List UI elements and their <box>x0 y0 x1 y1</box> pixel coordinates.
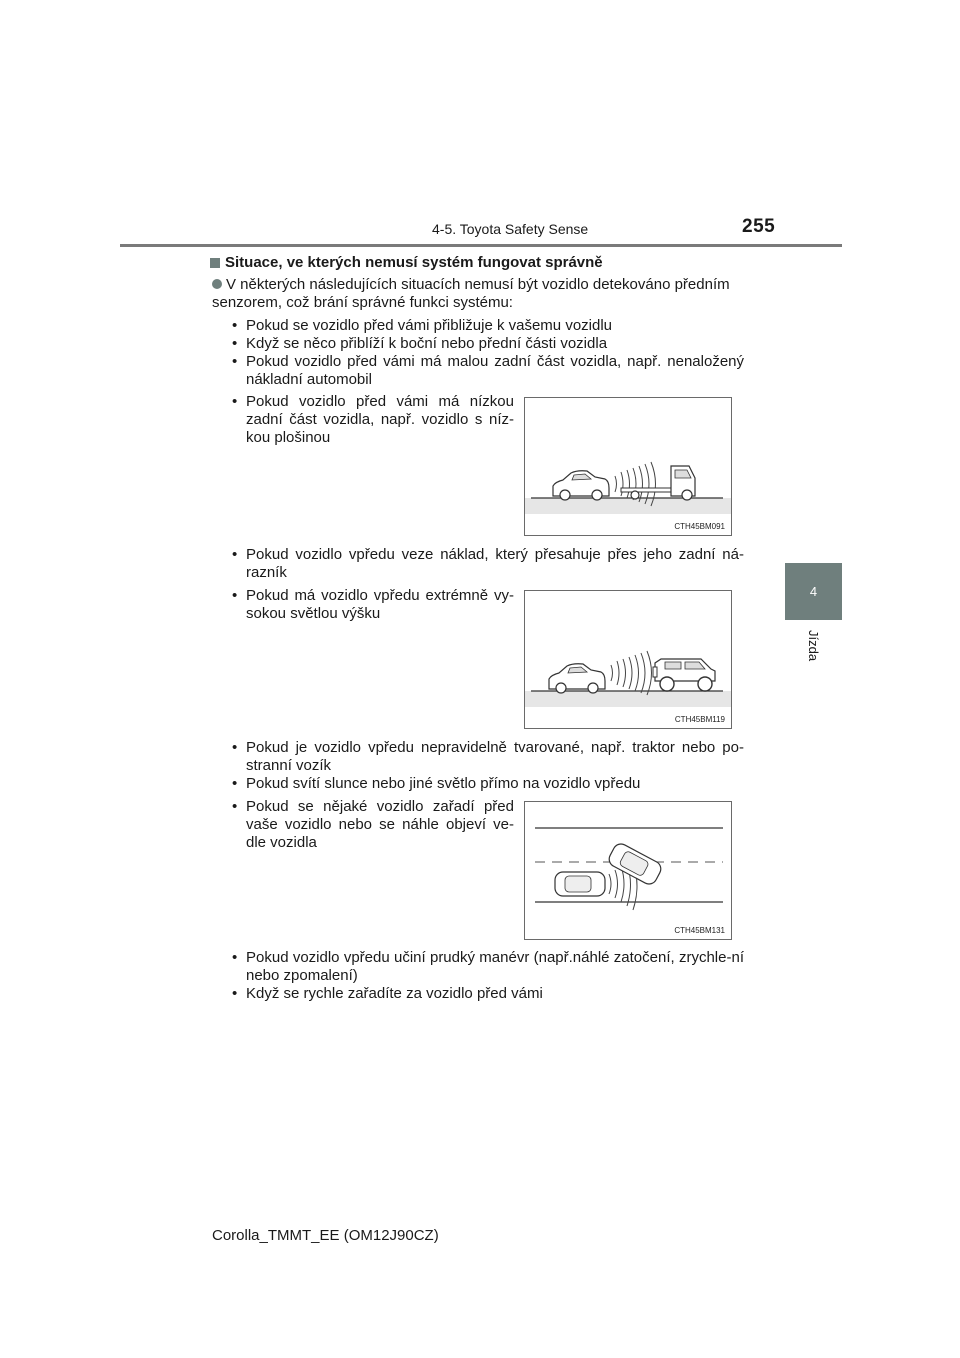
bullet-glyph: • <box>232 985 238 1002</box>
list-item-text: Pokud vozidlo vpředu učiní prudký manévr (např.náhlé zatočení, zrychle-ní nebo zpomalení) <box>246 949 744 984</box>
bullet-glyph: • <box>232 775 238 792</box>
section-heading <box>210 254 603 271</box>
bullet-glyph: • <box>232 353 238 370</box>
list-item <box>232 775 744 793</box>
list-item <box>232 546 744 582</box>
list-item <box>232 949 744 985</box>
figure-code: CTH45BM119 <box>674 715 725 724</box>
bullet-glyph: • <box>232 739 238 756</box>
section-heading-text: Situace, ve kterých nemusí systém fungovat správně <box>225 254 603 271</box>
figure-code: CTH45BM091 <box>674 522 725 531</box>
list-item <box>232 353 744 389</box>
bullet-glyph: • <box>232 949 238 966</box>
chapter-number: 4 <box>809 584 818 599</box>
list-item <box>232 335 744 353</box>
bullet-glyph: • <box>232 587 238 604</box>
intro-text: V některých následujících situacích nemusí být vozidlo detekováno předním senzorem, což brání správné funkci systému: <box>212 276 730 311</box>
page-number: 255 <box>742 216 776 237</box>
list-item-text: Pokud je vozidlo vpředu nepravidelně tvarované, např. traktor nebo po-stranní vozík <box>246 739 744 774</box>
circle-bullet-icon <box>212 279 222 289</box>
bullet-glyph: • <box>232 335 238 352</box>
list-item-text: Pokud vozidlo před vámi má nízkou zadní část vozidla, např. vozidlo s níz-kou plošinou <box>246 393 514 446</box>
figure-cut-in-vehicle <box>524 801 732 940</box>
figure-low-rear-vehicle <box>524 397 732 536</box>
header-section-title: 4-5. Toyota Safety Sense <box>432 221 589 237</box>
list-item-text: Pokud se nějaké vozidlo zařadí před vaše vozidlo nebo se náhle objeví ve-dle vozidla <box>246 798 514 851</box>
figure-high-clearance-vehicle <box>524 590 732 729</box>
footer-document-id: Corolla_TMMT_EE (OM12J90CZ) <box>212 1227 439 1244</box>
list-item <box>232 393 514 447</box>
chapter-tab-number <box>785 563 842 620</box>
list-item-text: Pokud má vozidlo vpředu extrémně vy-sokou světlou výšku <box>246 587 514 622</box>
list-item <box>232 317 744 335</box>
figure-code: CTH45BM131 <box>674 926 725 935</box>
illustration-car-and-suv <box>525 591 731 728</box>
list-item <box>232 587 514 623</box>
bullet-glyph: • <box>232 798 238 815</box>
illustration-cut-in-top-view <box>525 802 731 939</box>
list-item-text: Pokud se vozidlo před vámi přibližuje k vašemu vozidlu <box>246 317 613 334</box>
square-bullet-icon <box>210 258 220 268</box>
illustration-car-and-flatbed-truck <box>525 398 731 535</box>
header-rule <box>120 244 842 247</box>
bullet-glyph: • <box>232 546 238 563</box>
list-item-text: Když se něco přiblíží k boční nebo přední části vozidla <box>246 335 608 352</box>
list-item-text: Pokud svítí slunce nebo jiné světlo přímo na vozidlo vpředu <box>246 775 641 792</box>
list-item-text: Když se rychle zařadíte za vozidlo před vámi <box>246 985 543 1002</box>
list-item <box>232 798 514 852</box>
list-item-text: Pokud vozidlo vpředu veze náklad, který přesahuje přes jeho zadní ná-razník <box>246 546 744 581</box>
intro-paragraph <box>212 276 752 312</box>
list-item <box>232 985 744 1003</box>
list-item <box>232 739 744 775</box>
bullet-glyph: • <box>232 317 238 334</box>
chapter-label: Jízda <box>806 630 821 662</box>
chapter-tab-label <box>785 620 842 708</box>
list-item-text: Pokud vozidlo před vámi má malou zadní část vozidla, např. nenaložený nákladní automobil <box>246 353 744 388</box>
bullet-glyph: • <box>232 393 238 410</box>
